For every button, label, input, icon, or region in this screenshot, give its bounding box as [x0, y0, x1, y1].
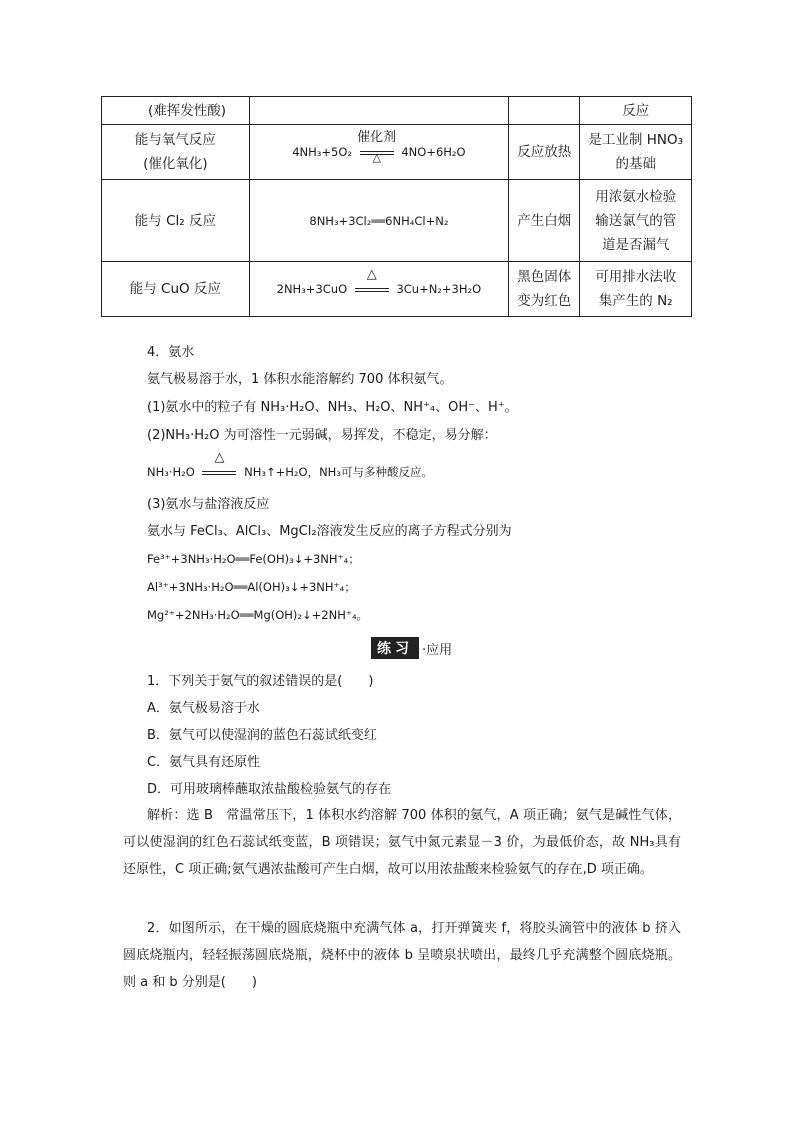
table-cell — [580, 262, 692, 317]
table-cell — [509, 262, 580, 317]
question-1-option-b: B．氨气可以使湿润的蓝色石蕊试纸变红 — [147, 728, 377, 743]
table-row — [102, 125, 692, 180]
equation-cell — [249, 125, 508, 180]
practice-tag: 练习 — [371, 637, 419, 659]
cell-text: (催化氧化) — [143, 156, 208, 172]
catalyst-label: 催化剂 — [357, 130, 397, 145]
table-cell — [249, 97, 508, 125]
table-row — [102, 262, 692, 317]
cell-text: 反应放热 — [517, 144, 572, 160]
practice-suffix: ·应用 — [422, 642, 453, 658]
decomposition-equation — [147, 450, 433, 482]
equation-fe: Fe³⁺+3NH₃·H₂O══Fe(OH)₃↓+3NH⁺₄； — [147, 552, 360, 566]
equation-right: NH₃↑+H₂O，NH₃可与多种酸反应。 — [244, 465, 433, 479]
table-row — [102, 180, 692, 262]
ammonia-properties-table — [101, 96, 692, 317]
heat-symbol: △ — [366, 267, 377, 282]
question-1-option-c: C．氨气具有还原性 — [147, 755, 261, 770]
reaction-arrow — [356, 130, 398, 164]
table-cell — [509, 97, 580, 125]
table-cell — [102, 180, 250, 262]
cell-text: 产生白烟 — [517, 212, 572, 229]
reaction-arrow — [198, 450, 240, 482]
equation-mg: Mg²⁺+2NH₃·H₂O══Mg(OH)₂↓+2NH⁺₄。 — [147, 608, 369, 622]
question-1-analysis: 解析：选 B 常温常压下，1 体积水约溶解 700 体积的氨气，A 项正确；氨气是碱性气体，可以使湿润的红色石蕊试纸变蓝，B 项错误；氨气中氮元素显－3 价，为最低价态，故 NH₃具有还原性，C 项正确;氨气遇浓盐酸可产生白烟，故可以用浓盐酸来检验氨气的存在,D 项正确。 — [123, 808, 681, 877]
question-1-option-a: A．氨气极易溶于水 — [147, 701, 260, 716]
reaction-arrow — [351, 267, 393, 301]
section-item-3-intro: 氨水与 FeCl₃、AlCl₃、MgCl₂溶液发生反应的离子方程式分别为 — [147, 524, 512, 539]
table-cell — [102, 97, 250, 125]
cell-text: 能与氧气反应 — [134, 132, 216, 148]
section-intro: 氨气极易溶于水，1 体积水能溶解约 700 体积氨气。 — [147, 372, 453, 387]
cell-text: 是工业制 HNO₃ — [588, 132, 683, 148]
table-cell — [580, 125, 692, 180]
section-item-3: (3)氨水与盐溶液反应 — [147, 497, 270, 512]
cell-text: 反应 — [622, 102, 650, 119]
cell-text: 集产生的 N₂ — [598, 293, 673, 309]
cell-text: 变为红色 — [517, 293, 572, 309]
cell-text: (难挥发性酸) — [148, 102, 227, 119]
table-cell — [509, 125, 580, 180]
cell-text: 的基础 — [615, 156, 656, 172]
equation: 8NH₃+3Cl₂══6NH₄Cl+N₂ — [309, 213, 449, 228]
table-cell — [580, 97, 692, 125]
table-row — [102, 97, 692, 125]
equation-al: Al³⁺+3NH₃·H₂O══Al(OH)₃↓+3NH⁺₄； — [147, 580, 356, 594]
equation-right: 4NO+6H₂O — [401, 145, 466, 159]
section-heading: 4．氨水 — [147, 345, 195, 360]
equation-right: 3Cu+N₂+3H₂O — [396, 282, 482, 296]
table-cell — [102, 125, 250, 180]
section-item-1: (1)氨水中的粒子有 NH₃·H₂O、NH₃、H₂O、NH⁺₄、OH⁻、H⁺。 — [147, 400, 518, 415]
cell-text: 能与 Cl₂ 反应 — [134, 212, 216, 229]
question-1-option-d: D．可用玻璃棒蘸取浓盐酸检验氨气的存在 — [147, 782, 392, 797]
question-1-stem: 1．下列关于氨气的叙述错误的是( ) — [147, 674, 374, 689]
section-item-2: (2)NH₃·H₂O 为可溶性一元弱碱，易挥发，不稳定，易分解： — [147, 428, 497, 443]
cell-text: 道是否漏气 — [601, 236, 670, 253]
cell-text: 用浓氨水检验 — [595, 188, 677, 205]
table-cell — [102, 262, 250, 317]
table-cell — [580, 180, 692, 262]
table-cell — [509, 180, 580, 262]
equation-cell — [249, 262, 508, 317]
heat-symbol: △ — [372, 151, 381, 164]
equation-left: NH₃·H₂O — [147, 465, 195, 479]
question-2-stem: 2．如图所示，在干燥的圆底烧瓶中充满气体 a，打开弹簧夹 f，将胶头滴管中的液体 b 挤入圆底烧瓶内，轻轻振荡圆底烧瓶，烧杯中的液体 b 呈喷泉状喷出，最终几乎充满整个圆底烧瓶。则 a 和 b 分别是( ) — [123, 921, 681, 990]
cell-text: 输送氯气的管 — [595, 212, 677, 229]
equation-left: 4NH₃+5O₂ — [292, 145, 353, 159]
equation-cell — [249, 180, 508, 262]
cell-text: 能与 CuO 反应 — [129, 281, 221, 297]
cell-text: 可用排水法收 — [595, 269, 677, 285]
heat-symbol: △ — [214, 450, 225, 465]
cell-text: 黑色固体 — [517, 269, 572, 285]
equation-left: 2NH₃+3CuO — [276, 282, 348, 296]
practice-banner — [371, 637, 452, 659]
